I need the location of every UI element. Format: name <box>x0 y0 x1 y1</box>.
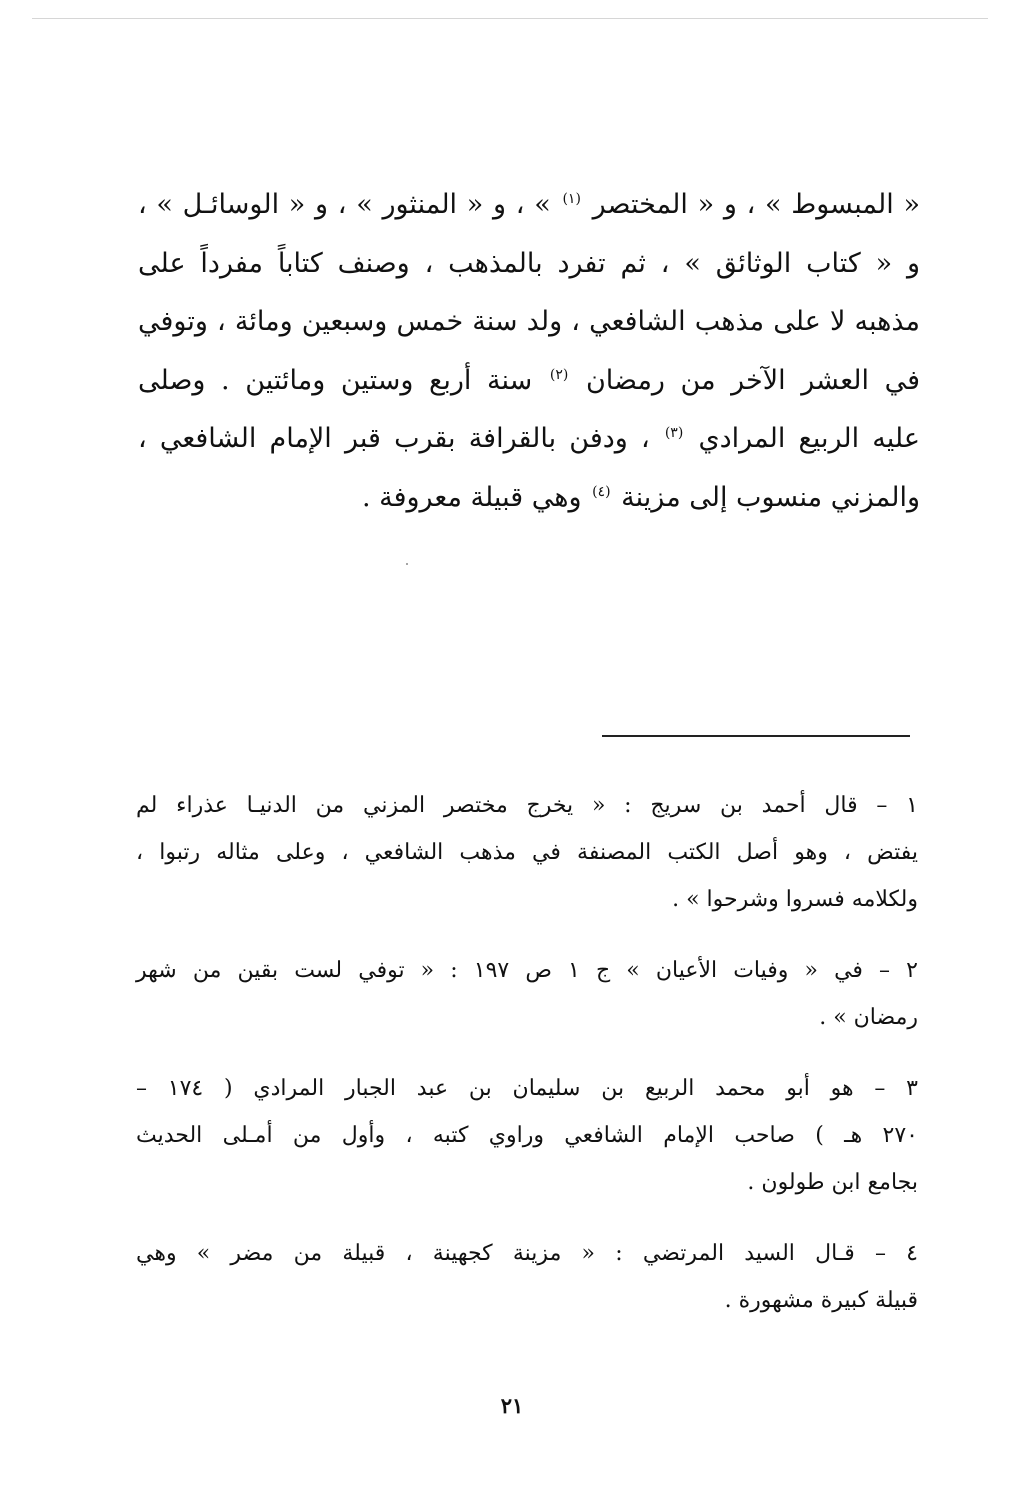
top-rule <box>32 18 988 19</box>
footnote-line: رمضان » . <box>819 1005 918 1030</box>
footnote-ref-2[interactable]: (٢) <box>549 366 569 383</box>
footnote-line: قبيلة كبيرة مشهورة . <box>724 1288 918 1313</box>
footnote-separator <box>602 735 910 737</box>
footnote-1 <box>136 782 918 923</box>
scan-speck <box>406 563 408 565</box>
footnote-line: ١ – قال أحمد بن سريج : « يخرج مختصر المزني من الدنيـا عذراء لم <box>136 793 918 818</box>
footnote-ref-1[interactable]: (١) <box>562 191 581 207</box>
footnote-line: يفتض ، وهو أصل الكتب المصنفة في مذهب الشافعي ، وعلى مثاله رتبوا ، <box>136 840 918 865</box>
main-text-line: و « كتاب الوثائق » ، ثم تفرد بالمذهب ، وصنف كتاباً مفرداً على <box>138 247 920 279</box>
footnotes <box>136 782 918 1348</box>
footnote-2 <box>136 947 918 1041</box>
footnote-line: ولكلامه فسروا وشرحوا » . <box>672 887 918 912</box>
main-text-line: والمزني منسوب إلى مزينة $^{(٤)}$ وهي قبيلة معروفة . <box>361 481 920 513</box>
main-text-line: مذهبه لا على مذهب الشافعي ، ولد سنة خمس وسبعين ومائة ، وتوفي <box>138 306 920 337</box>
page-number: ٢١ <box>500 1393 524 1418</box>
footnote-4 <box>136 1230 918 1324</box>
footnote-ref-3[interactable]: (٣) <box>664 425 684 441</box>
main-text-line: عليه الربيع المرادي $^{(٣)}$ ، ودفن بالقرافة بقرب قبر الإمام الشافعي ، <box>138 423 920 454</box>
main-text-line: « المبسوط » ، و « المختصر $^{(١)}$ » ، و « المنثور » ، و « الوسائـل » ، <box>138 189 920 220</box>
footnote-line: ٤ – قـال السيد المرتضي : « مزينة كجهينة ، قبيلة من مضر » وهي <box>136 1241 918 1266</box>
footnote-line: ٢ – في « وفيات الأعيان » ج ١ ص ١٩٧ : « توفي لست بقين من شهر <box>136 958 918 983</box>
main-text-line: في العشر الآخر من رمضان $^{(٢)}$ سنة أربع وستين ومائتين . وصلى <box>138 364 920 396</box>
footnote-3 <box>136 1065 918 1206</box>
main-text <box>138 176 920 527</box>
footnote-line: ٣ – هو أبو محمد الربيع بن سليمان بن عبد الجبار المرادي ( ١٧٤ – <box>136 1076 918 1101</box>
footnote-ref-4[interactable]: (٤) <box>592 483 611 500</box>
footnote-line: بجامع ابن طولون . <box>747 1170 918 1195</box>
footnote-line: ٢٧٠ هـ ) صاحب الإمام الشافعي وراوي كتبه ، وأول من أمـلى الحديث <box>136 1123 918 1148</box>
